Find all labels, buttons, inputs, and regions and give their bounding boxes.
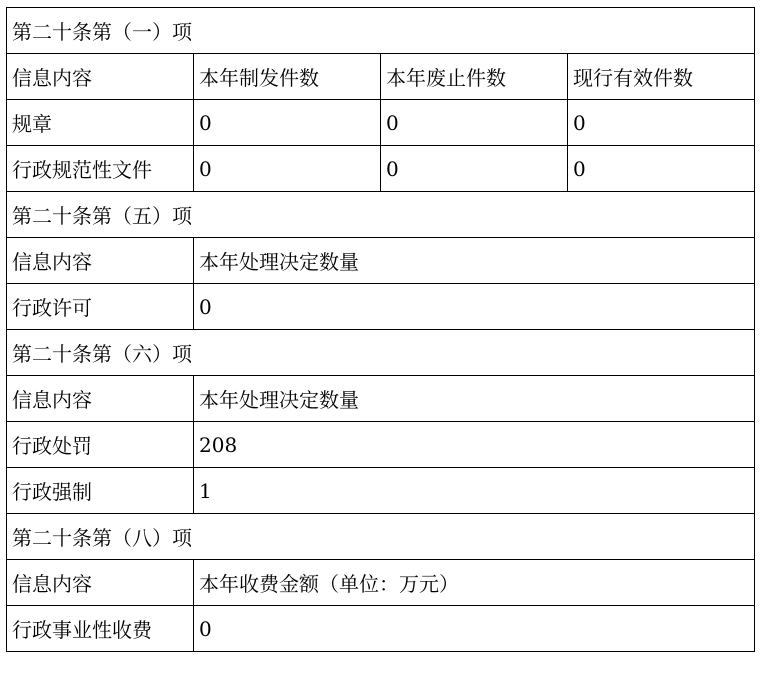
row-value: 0 xyxy=(381,146,568,192)
row-label: 行政许可 xyxy=(7,284,194,330)
row-value: 1 xyxy=(194,468,755,514)
header-cell: 信息内容 xyxy=(7,54,194,100)
row-label: 规章 xyxy=(7,100,194,146)
document-container xyxy=(6,7,754,652)
header-cell: 本年处理决定数量 xyxy=(194,376,755,422)
table-row xyxy=(7,100,755,146)
row-value: 0 xyxy=(194,606,755,652)
section-header-row xyxy=(7,560,755,606)
row-value: 208 xyxy=(194,422,755,468)
header-cell: 本年制发件数 xyxy=(194,54,381,100)
header-cell: 信息内容 xyxy=(7,376,194,422)
table-row xyxy=(7,468,755,514)
table-row xyxy=(7,422,755,468)
section-title-row xyxy=(7,330,755,376)
row-value: 0 xyxy=(194,146,381,192)
section-header-row xyxy=(7,376,755,422)
row-value: 0 xyxy=(381,100,568,146)
section-title-row xyxy=(7,514,755,560)
row-value: 0 xyxy=(568,146,755,192)
row-label: 行政处罚 xyxy=(7,422,194,468)
header-cell: 本年处理决定数量 xyxy=(194,238,755,284)
section-title: 第二十条第（五）项 xyxy=(7,192,755,238)
row-label: 行政强制 xyxy=(7,468,194,514)
header-cell: 本年收费金额（单位：万元） xyxy=(194,560,755,606)
row-value: 0 xyxy=(568,100,755,146)
table-row xyxy=(7,284,755,330)
header-cell: 现行有效件数 xyxy=(568,54,755,100)
statistics-table xyxy=(6,7,755,652)
section-title: 第二十条第（一）项 xyxy=(7,8,755,54)
section-title: 第二十条第（六）项 xyxy=(7,330,755,376)
section-header-row xyxy=(7,238,755,284)
row-value: 0 xyxy=(194,284,755,330)
table-row xyxy=(7,146,755,192)
row-value: 0 xyxy=(194,100,381,146)
table-row xyxy=(7,606,755,652)
section-title: 第二十条第（八）项 xyxy=(7,514,755,560)
row-label: 行政事业性收费 xyxy=(7,606,194,652)
section-header-row xyxy=(7,54,755,100)
header-cell: 信息内容 xyxy=(7,560,194,606)
row-label: 行政规范性文件 xyxy=(7,146,194,192)
section-title-row xyxy=(7,8,755,54)
header-cell: 信息内容 xyxy=(7,238,194,284)
header-cell: 本年废止件数 xyxy=(381,54,568,100)
section-title-row xyxy=(7,192,755,238)
